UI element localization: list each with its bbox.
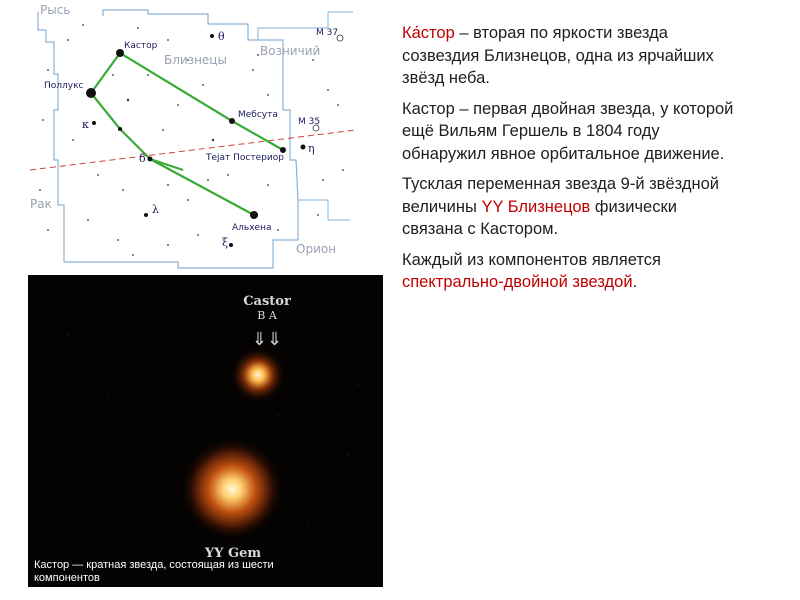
description-text (402, 22, 742, 302)
photo-label-yy-gem: YY Gem (204, 546, 262, 561)
spectroscopic-binary-link[interactable]: спектрально-двойной звездой (402, 273, 633, 291)
photo-caption: Кастор — кратная звезда, состоящая из шести компонентов (34, 559, 274, 584)
label-gemini: Близнецы (164, 53, 227, 67)
label-tejat: Тејат Постериор (206, 153, 284, 163)
label-orion: Орион (296, 242, 337, 256)
star-castor (116, 49, 124, 57)
star-delta (148, 157, 153, 162)
castor-photo-svg (28, 275, 383, 587)
label-lynx: Рысь (40, 3, 71, 17)
yy-gem-link[interactable]: YY Близнецов (481, 197, 591, 216)
paragraph-4-text-before: Каждый из компонентов является (402, 250, 661, 269)
constellation-map (28, 0, 358, 272)
label-delta: δ (139, 152, 146, 165)
label-theta: θ (218, 30, 225, 43)
star-eta (301, 145, 306, 150)
constellation-map-svg (28, 0, 358, 272)
paragraph-4-text-after: . (632, 273, 638, 291)
photo-background (28, 275, 383, 587)
label-mebsuta: Мебсута (238, 110, 278, 120)
castor-link[interactable]: Ка́стор (402, 24, 455, 42)
label-eta: η (308, 142, 315, 155)
castor-star-glow (230, 347, 286, 403)
label-m37: M 37 (316, 28, 339, 38)
label-cancer: Рак (30, 197, 52, 211)
star-alhena (250, 211, 258, 219)
castor-photo (28, 275, 383, 587)
photo-arrows: ⇓⇓ (251, 329, 283, 350)
label-alhena: Альхена (232, 223, 272, 233)
photo-components-label: B A (257, 309, 277, 322)
star-kappa (92, 121, 96, 125)
star-lambda (144, 213, 148, 217)
label-pollux: Поллукс (44, 81, 84, 91)
label-auriga: Возничий (260, 44, 321, 58)
label-xi: ξ (222, 236, 229, 249)
paragraph-3-text-before: Тусклая переменная звезда 9-й звёздной величины (402, 175, 719, 216)
paragraph-1 (402, 22, 742, 90)
paragraph-3-text-after: физически связана с Кастором. (402, 197, 677, 238)
paragraph-2: Кастор – первая двойная звезда, у которой ещё Вильям Гершель в 1804 году обнаружил явное орбитальное движение. (402, 99, 734, 163)
photo-title-castor: Castor (243, 294, 291, 309)
star-mebsuta (229, 118, 235, 124)
label-kappa: κ (82, 118, 89, 131)
label-lambda: λ (152, 203, 159, 216)
star-upsilon (118, 127, 122, 131)
label-castor: Кастор (124, 41, 158, 51)
star-pollux (86, 88, 96, 98)
label-m35: M 35 (298, 117, 321, 127)
paragraph-1-text: – вторая по яркости звезда созвездия Близнецов, одна из ярчайших звёзд неба. (402, 24, 714, 87)
paragraph-3 (402, 173, 742, 241)
star-theta (210, 34, 214, 38)
yy-gem-star-glow (180, 437, 284, 541)
paragraph-4 (402, 249, 742, 294)
star-xi (229, 243, 233, 247)
